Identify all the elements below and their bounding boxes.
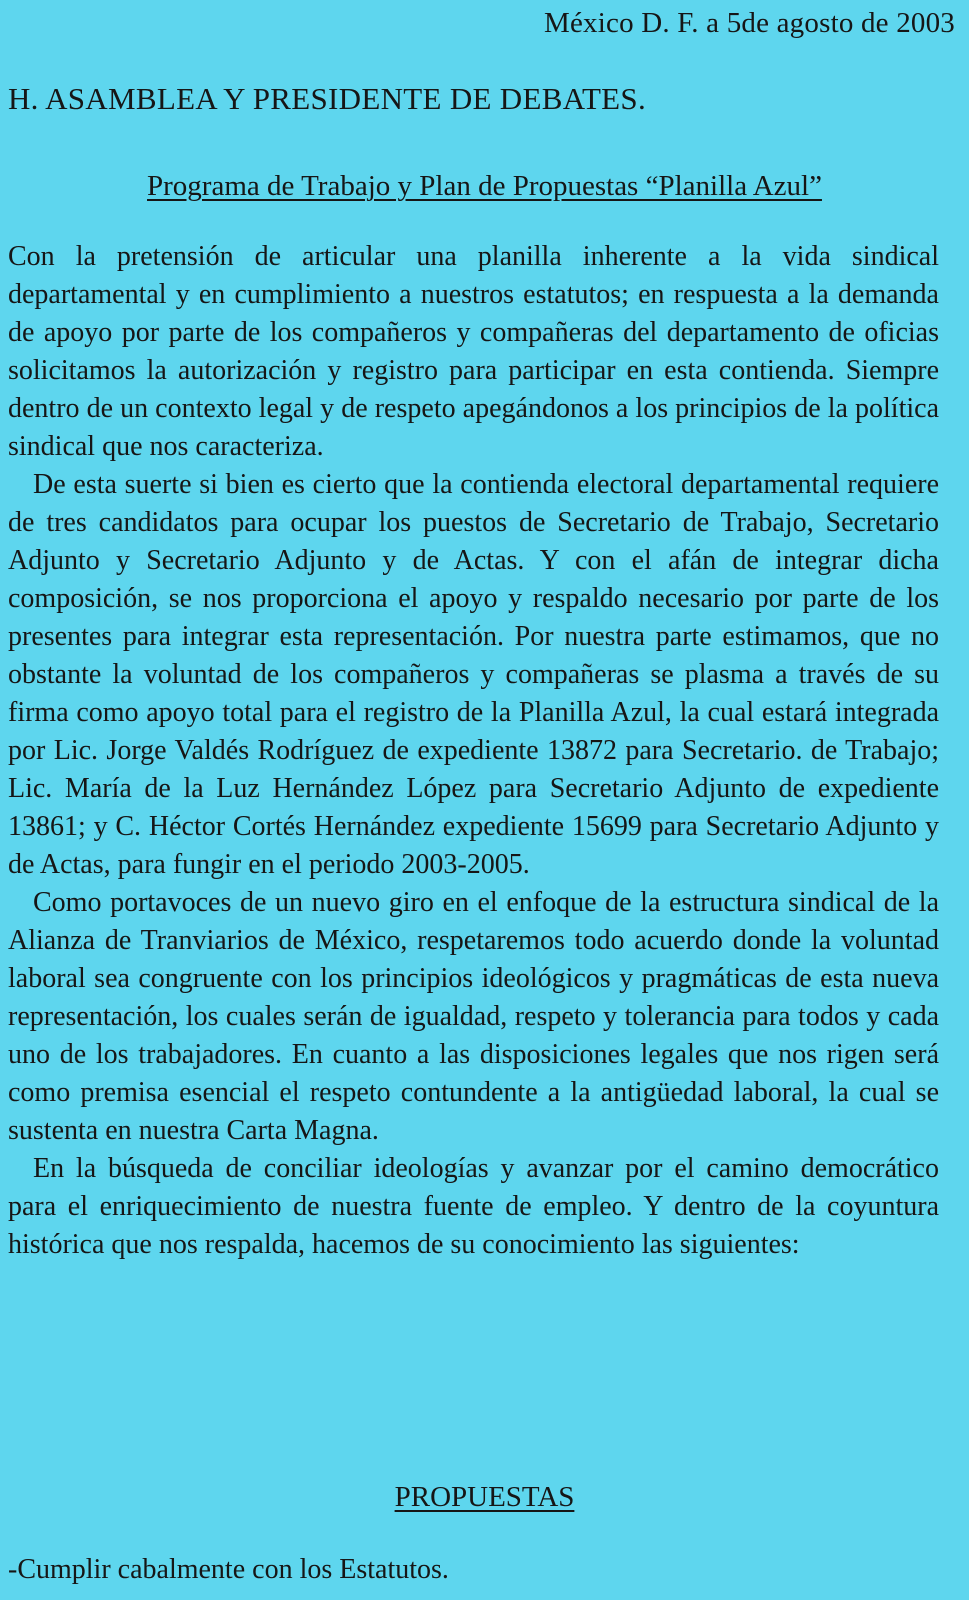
proposal-item-1: -Cumplir cabalmente con los Estatutos.	[8, 1554, 449, 1585]
addressee: H. ASAMBLEA Y PRESIDENTE DE DEBATES.	[8, 81, 647, 116]
date-line: México D. F. a 5de agosto de 2003	[543, 7, 955, 39]
paragraph-3: Como portavoces de un nuevo giro en el enfoque de la estructura sindical de la Alianza de Tranviarios de México, respetaremos todo acuerdo donde la voluntad laboral sea congruente con los principios ideológicos y pragmáticas de esta nueva representación, los cuales serán de igualdad, respeto y tolerancia para todos y cada uno de los trabajadores. En cuanto a las disposiciones legales que nos rigen será como premisa esencial el respeto contundente a la antigüedad laboral, la cual se sustenta en nuestra Carta Magna.	[8, 887, 939, 1146]
paragraph-4: En la búsqueda de conciliar ideologías y avanzar por el camino democrático para el enriquecimiento de nuestra fuente de empleo. Y dentro de la coyuntura histórica que nos respalda, hacemos de su conocimiento las siguientes:	[8, 1153, 939, 1260]
document-title	[0, 166, 969, 206]
document-title-text: Programa de Trabajo y Plan de Propuestas “Planilla Azul”	[147, 170, 822, 202]
proposals-heading-text: PROPUESTAS	[394, 1481, 575, 1513]
letter-body	[8, 238, 939, 1264]
paragraph-2: De esta suerte si bien es cierto que la contienda electoral departamental requiere de tres candidatos para ocupar los puestos de Secretario de Trabajo, Secretario Adjunto y Secretario Adjunto y de Actas. Y con el afán de integrar dicha composición, se nos proporciona el apoyo y respaldo necesario por parte de los presentes para integrar esta representación. Por nuestra parte estimamos, que no obstante la voluntad de los compañeros y compañeras se plasma a través de su firma como apoyo total para el registro de la Planilla Azul, la cual estará integrada por Lic. Jorge Valdés Rodríguez de expediente 13872 para Secretario. de Trabajo; Lic. María de la Luz Hernández López para Secretario Adjunto de expediente 13861; y C. Héctor Cortés Hernández expediente 15699 para Secretario Adjunto y de Actas, para fungir en el periodo 2003-2005.	[8, 469, 939, 880]
proposals-heading	[0, 1477, 969, 1517]
paragraph-1: Con la pretensión de articular una planilla inherente a la vida sindical departamental y en cumplimiento a nuestros estatutos; en respuesta a la demanda de apoyo por parte de los compañeros y compañeras del departamento de oficias solicitamos la autorización y registro para participar en esta contienda. Siempre dentro de un contexto legal y de respeto apegándonos a los principios de la política sindical que nos caracteriza.	[8, 241, 939, 462]
